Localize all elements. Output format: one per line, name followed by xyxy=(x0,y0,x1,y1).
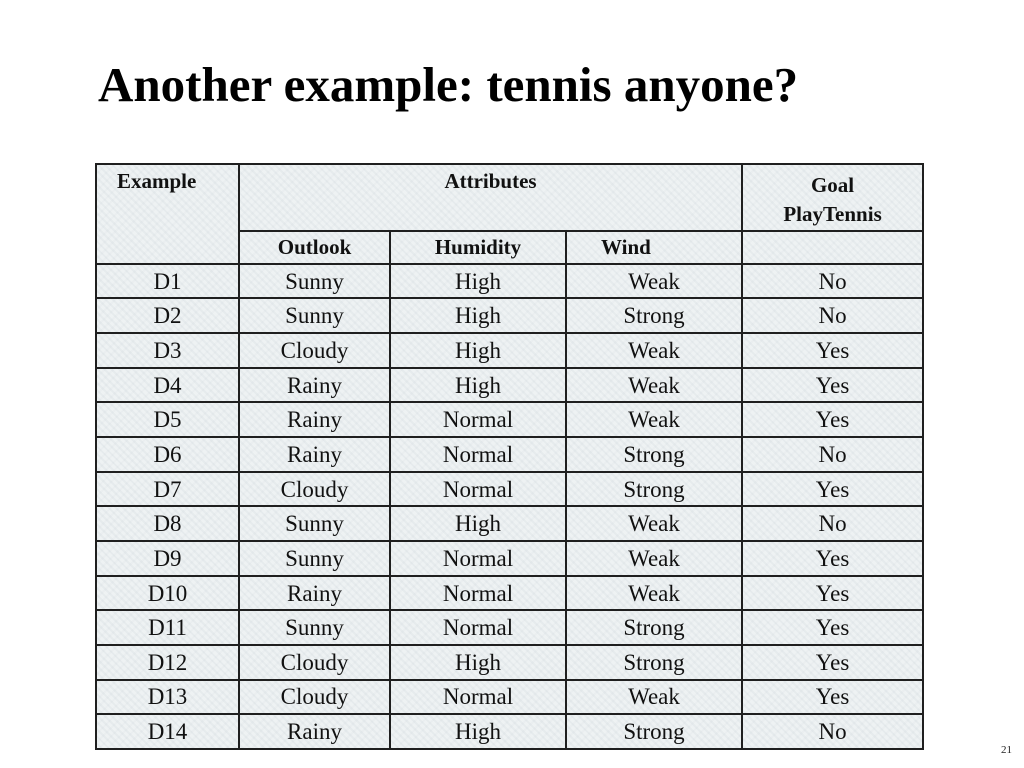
table-row xyxy=(96,610,923,645)
cell-example: D12 xyxy=(96,645,239,680)
cell-example: D2 xyxy=(96,298,239,333)
cell-wind: Weak xyxy=(566,333,742,368)
table-row xyxy=(96,437,923,472)
cell-wind: Weak xyxy=(566,506,742,541)
cell-outlook: Cloudy xyxy=(239,645,390,680)
cell-wind: Strong xyxy=(566,472,742,507)
page-number: 21 xyxy=(1001,744,1012,756)
table-row xyxy=(96,402,923,437)
table-row xyxy=(96,645,923,680)
play-tennis-table xyxy=(95,163,924,750)
cell-humidity: High xyxy=(390,645,566,680)
cell-goal: Yes xyxy=(742,680,923,715)
cell-humidity: Normal xyxy=(390,472,566,507)
table-row xyxy=(96,680,923,715)
cell-outlook: Rainy xyxy=(239,576,390,611)
header-goal-line1: Goal xyxy=(810,173,855,197)
cell-wind: Strong xyxy=(566,645,742,680)
table-row xyxy=(96,506,923,541)
cell-goal: Yes xyxy=(742,645,923,680)
cell-goal: No xyxy=(742,298,923,333)
cell-outlook: Sunny xyxy=(239,264,390,299)
cell-outlook: Sunny xyxy=(239,541,390,576)
cell-example: D10 xyxy=(96,576,239,611)
cell-outlook: Sunny xyxy=(239,610,390,645)
header-wind: Wind xyxy=(566,231,742,264)
cell-goal: Yes xyxy=(742,368,923,403)
cell-example: D5 xyxy=(96,402,239,437)
cell-outlook: Cloudy xyxy=(239,333,390,368)
cell-goal: Yes xyxy=(742,576,923,611)
cell-goal: Yes xyxy=(742,610,923,645)
cell-humidity: Normal xyxy=(390,402,566,437)
cell-goal: No xyxy=(742,437,923,472)
table-row xyxy=(96,298,923,333)
cell-example: D9 xyxy=(96,541,239,576)
cell-example: D8 xyxy=(96,506,239,541)
header-goal-blank xyxy=(742,231,923,264)
cell-goal: Yes xyxy=(742,541,923,576)
header-attributes: Attributes xyxy=(239,164,742,231)
cell-wind: Strong xyxy=(566,714,742,749)
cell-outlook: Sunny xyxy=(239,506,390,541)
cell-goal: No xyxy=(742,506,923,541)
cell-wind: Weak xyxy=(566,368,742,403)
cell-humidity: Normal xyxy=(390,576,566,611)
cell-humidity: Normal xyxy=(390,610,566,645)
cell-humidity: High xyxy=(390,506,566,541)
table-body xyxy=(96,264,923,749)
header-humidity: Humidity xyxy=(390,231,566,264)
cell-goal: No xyxy=(742,264,923,299)
cell-example: D1 xyxy=(96,264,239,299)
table-row xyxy=(96,368,923,403)
cell-goal: No xyxy=(742,714,923,749)
cell-goal: Yes xyxy=(742,333,923,368)
cell-goal: Yes xyxy=(742,402,923,437)
table-row xyxy=(96,333,923,368)
cell-wind: Weak xyxy=(566,541,742,576)
cell-wind: Weak xyxy=(566,680,742,715)
table-row xyxy=(96,264,923,299)
table-row xyxy=(96,541,923,576)
cell-humidity: High xyxy=(390,298,566,333)
cell-humidity: High xyxy=(390,264,566,299)
cell-wind: Weak xyxy=(566,402,742,437)
table-image xyxy=(95,163,922,750)
table-row xyxy=(96,576,923,611)
header-example: Example xyxy=(96,164,239,264)
cell-outlook: Sunny xyxy=(239,298,390,333)
cell-example: D11 xyxy=(96,610,239,645)
slide-title: Another example: tennis anyone? xyxy=(98,57,799,112)
cell-humidity: Normal xyxy=(390,680,566,715)
cell-humidity: High xyxy=(390,368,566,403)
cell-humidity: High xyxy=(390,714,566,749)
cell-wind: Strong xyxy=(566,610,742,645)
cell-wind: Weak xyxy=(566,264,742,299)
cell-humidity: Normal xyxy=(390,437,566,472)
cell-example: D14 xyxy=(96,714,239,749)
cell-humidity: Normal xyxy=(390,541,566,576)
cell-outlook: Rainy xyxy=(239,714,390,749)
cell-goal: Yes xyxy=(742,472,923,507)
cell-wind: Strong xyxy=(566,437,742,472)
cell-wind: Weak xyxy=(566,576,742,611)
cell-example: D4 xyxy=(96,368,239,403)
cell-outlook: Rainy xyxy=(239,402,390,437)
cell-outlook: Cloudy xyxy=(239,680,390,715)
table-row xyxy=(96,714,923,749)
header-goal-line2: PlayTennis xyxy=(783,202,882,227)
cell-outlook: Rainy xyxy=(239,437,390,472)
header-outlook: Outlook xyxy=(239,231,390,264)
cell-example: D13 xyxy=(96,680,239,715)
header-goal xyxy=(742,164,923,231)
cell-example: D6 xyxy=(96,437,239,472)
cell-outlook: Rainy xyxy=(239,368,390,403)
cell-wind: Strong xyxy=(566,298,742,333)
cell-example: D3 xyxy=(96,333,239,368)
cell-example: D7 xyxy=(96,472,239,507)
cell-humidity: High xyxy=(390,333,566,368)
table-row xyxy=(96,472,923,507)
cell-outlook: Cloudy xyxy=(239,472,390,507)
